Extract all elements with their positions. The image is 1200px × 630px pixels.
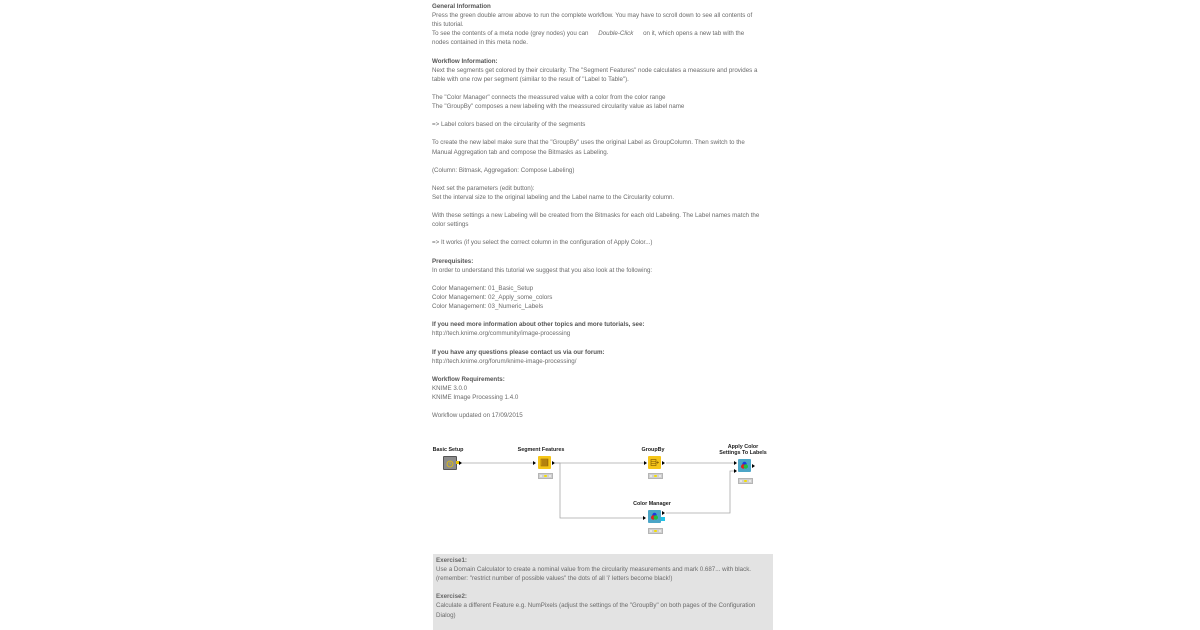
color-wheel-icon[interactable]	[738, 459, 751, 472]
more-info-link: http://tech.knime.org/community/image-processing	[432, 330, 571, 338]
wire-colormanager-to-applycolor	[666, 471, 735, 513]
workflow-info-p7: With these settings a new Labeling will be created from the Bitmasks for each old Labeling. The Label names match the color settings	[432, 212, 760, 229]
prerequisites-intro: In order to understand this tutorial we suggest that you also look at the following:	[432, 266, 653, 274]
exercise1-line1: Use a Domain Calculator to create a nominal value from the circularity measurements and mark 0.687... with black.	[436, 566, 752, 574]
node-status-traffic-light	[648, 528, 663, 534]
general-info-line2-post: on it, which opens a new tab with the nodes contained in this meta node.	[432, 30, 745, 47]
more-info-heading: If you need more information about other topics and more tutorials, see:	[432, 321, 645, 329]
metanode-icon[interactable]	[443, 456, 457, 470]
updated-date: Workflow updated on 17/09/2015	[432, 412, 523, 420]
input-port-2[interactable]	[734, 469, 737, 473]
node-label-groupby: GroupBy	[641, 447, 665, 453]
input-port[interactable]	[533, 461, 536, 465]
general-info-line1: Press the green double arrow above to run the complete workflow. You may have to scroll down to see all contents of this tutorial.	[432, 12, 753, 29]
node-status-traffic-light	[738, 478, 753, 484]
general-info-line2-pre: To see the contents of a meta node (grey nodes) you can	[432, 30, 589, 38]
segment-features-icon[interactable]	[538, 456, 551, 469]
questions-heading: If you have any questions please contact us via our forum:	[432, 348, 605, 356]
requirement-item: KNIME 3.0.0	[432, 384, 468, 392]
input-port[interactable]	[643, 516, 646, 520]
exercise1-heading: Exercise1:	[436, 557, 467, 564]
node-label-apply-color	[719, 444, 767, 456]
color-wheel-icon[interactable]	[648, 510, 661, 523]
workflow-info-p6a: Next set the parameters (edit button):	[432, 184, 535, 192]
exercise2-line1: Calculate a different Feature e.g. NumPixels (adjust the settings of the "GroupBy" on both pages of the Configuration Dialog)	[436, 602, 756, 619]
workflow-info-p6b: Set the interval size to the original labeling and the Label name to the Circularity column.	[432, 193, 675, 201]
node-label-color-manager: Color Manager	[633, 501, 671, 507]
workflow-info-heading: Workflow Information:	[432, 57, 498, 65]
workflow-info-p8: => It works (if you select the correct column in the configuration of Apply Color...)	[432, 239, 653, 247]
workflow-info-p3: => Label colors based on the circularity of the segments	[432, 121, 586, 129]
workflow-info-p1: Next the segments get colored by their circularity. The "Segment Features" node calculates a meassure and provides a table with one row per segment (similar to the result of "Label to Table").	[432, 66, 758, 83]
workflow-info-p2a: The "Color Manager" connects the meassured value with a color from the color range	[432, 93, 666, 101]
groupby-icon[interactable]	[648, 456, 661, 469]
node-label-basic-setup: Basic Setup	[432, 447, 464, 453]
workflow-info-p5: (Column: Bitmask, Aggregation: Compose Labeling)	[432, 166, 575, 174]
general-info-heading: General Information	[432, 3, 491, 10]
forum-link: http://tech.knime.org/forum/knime-image-processing/	[432, 357, 577, 365]
node-label-segment-features: Segment Features	[517, 447, 565, 453]
node-status-traffic-light	[648, 473, 663, 479]
output-port[interactable]	[552, 461, 555, 465]
prerequisite-item: Color Management: 03_Numeric_Labels	[432, 303, 544, 311]
node-label-line2: Settings To Labels	[719, 450, 767, 457]
prerequisite-item: Color Management: 01_Basic_Setup	[432, 284, 534, 292]
output-port-data[interactable]	[662, 511, 665, 515]
exercise2-heading: Exercise2:	[436, 593, 467, 601]
exercise-annotation[interactable]	[433, 554, 773, 630]
node-label-line1: Apply Color	[727, 444, 759, 450]
input-port-1[interactable]	[734, 461, 737, 465]
workflow-info-p4: To create the new label make sure that the "GroupBy" uses the original Label as GroupColumn. Then switch to the Manual Aggregation tab and compose the Bitmasks as Labeling.	[432, 139, 745, 156]
input-port[interactable]	[644, 461, 647, 465]
requirement-item: KNIME Image Processing 1.4.0	[432, 394, 519, 402]
exercise1-line2: (remember: "restrict number of possible values" the dots of all 'i' letters become black!)	[436, 575, 673, 583]
wire-segment-to-colormanager	[555, 463, 644, 518]
output-port[interactable]	[662, 461, 665, 465]
workflow-info-p2b: The "GroupBy" composes a new labeling with the meassured circularity value as label name	[432, 103, 685, 111]
node-status-traffic-light	[538, 473, 553, 479]
prerequisites-heading: Prerequisites:	[432, 257, 474, 265]
prerequisite-item: Color Management: 02_Apply_some_colors	[432, 294, 553, 301]
requirements-heading: Workflow Requirements:	[432, 375, 505, 383]
output-port-arrow[interactable]	[459, 461, 462, 465]
output-port[interactable]	[752, 464, 755, 468]
output-port-color-model[interactable]	[661, 517, 665, 521]
general-info-double-click: Double-Click	[598, 30, 634, 38]
